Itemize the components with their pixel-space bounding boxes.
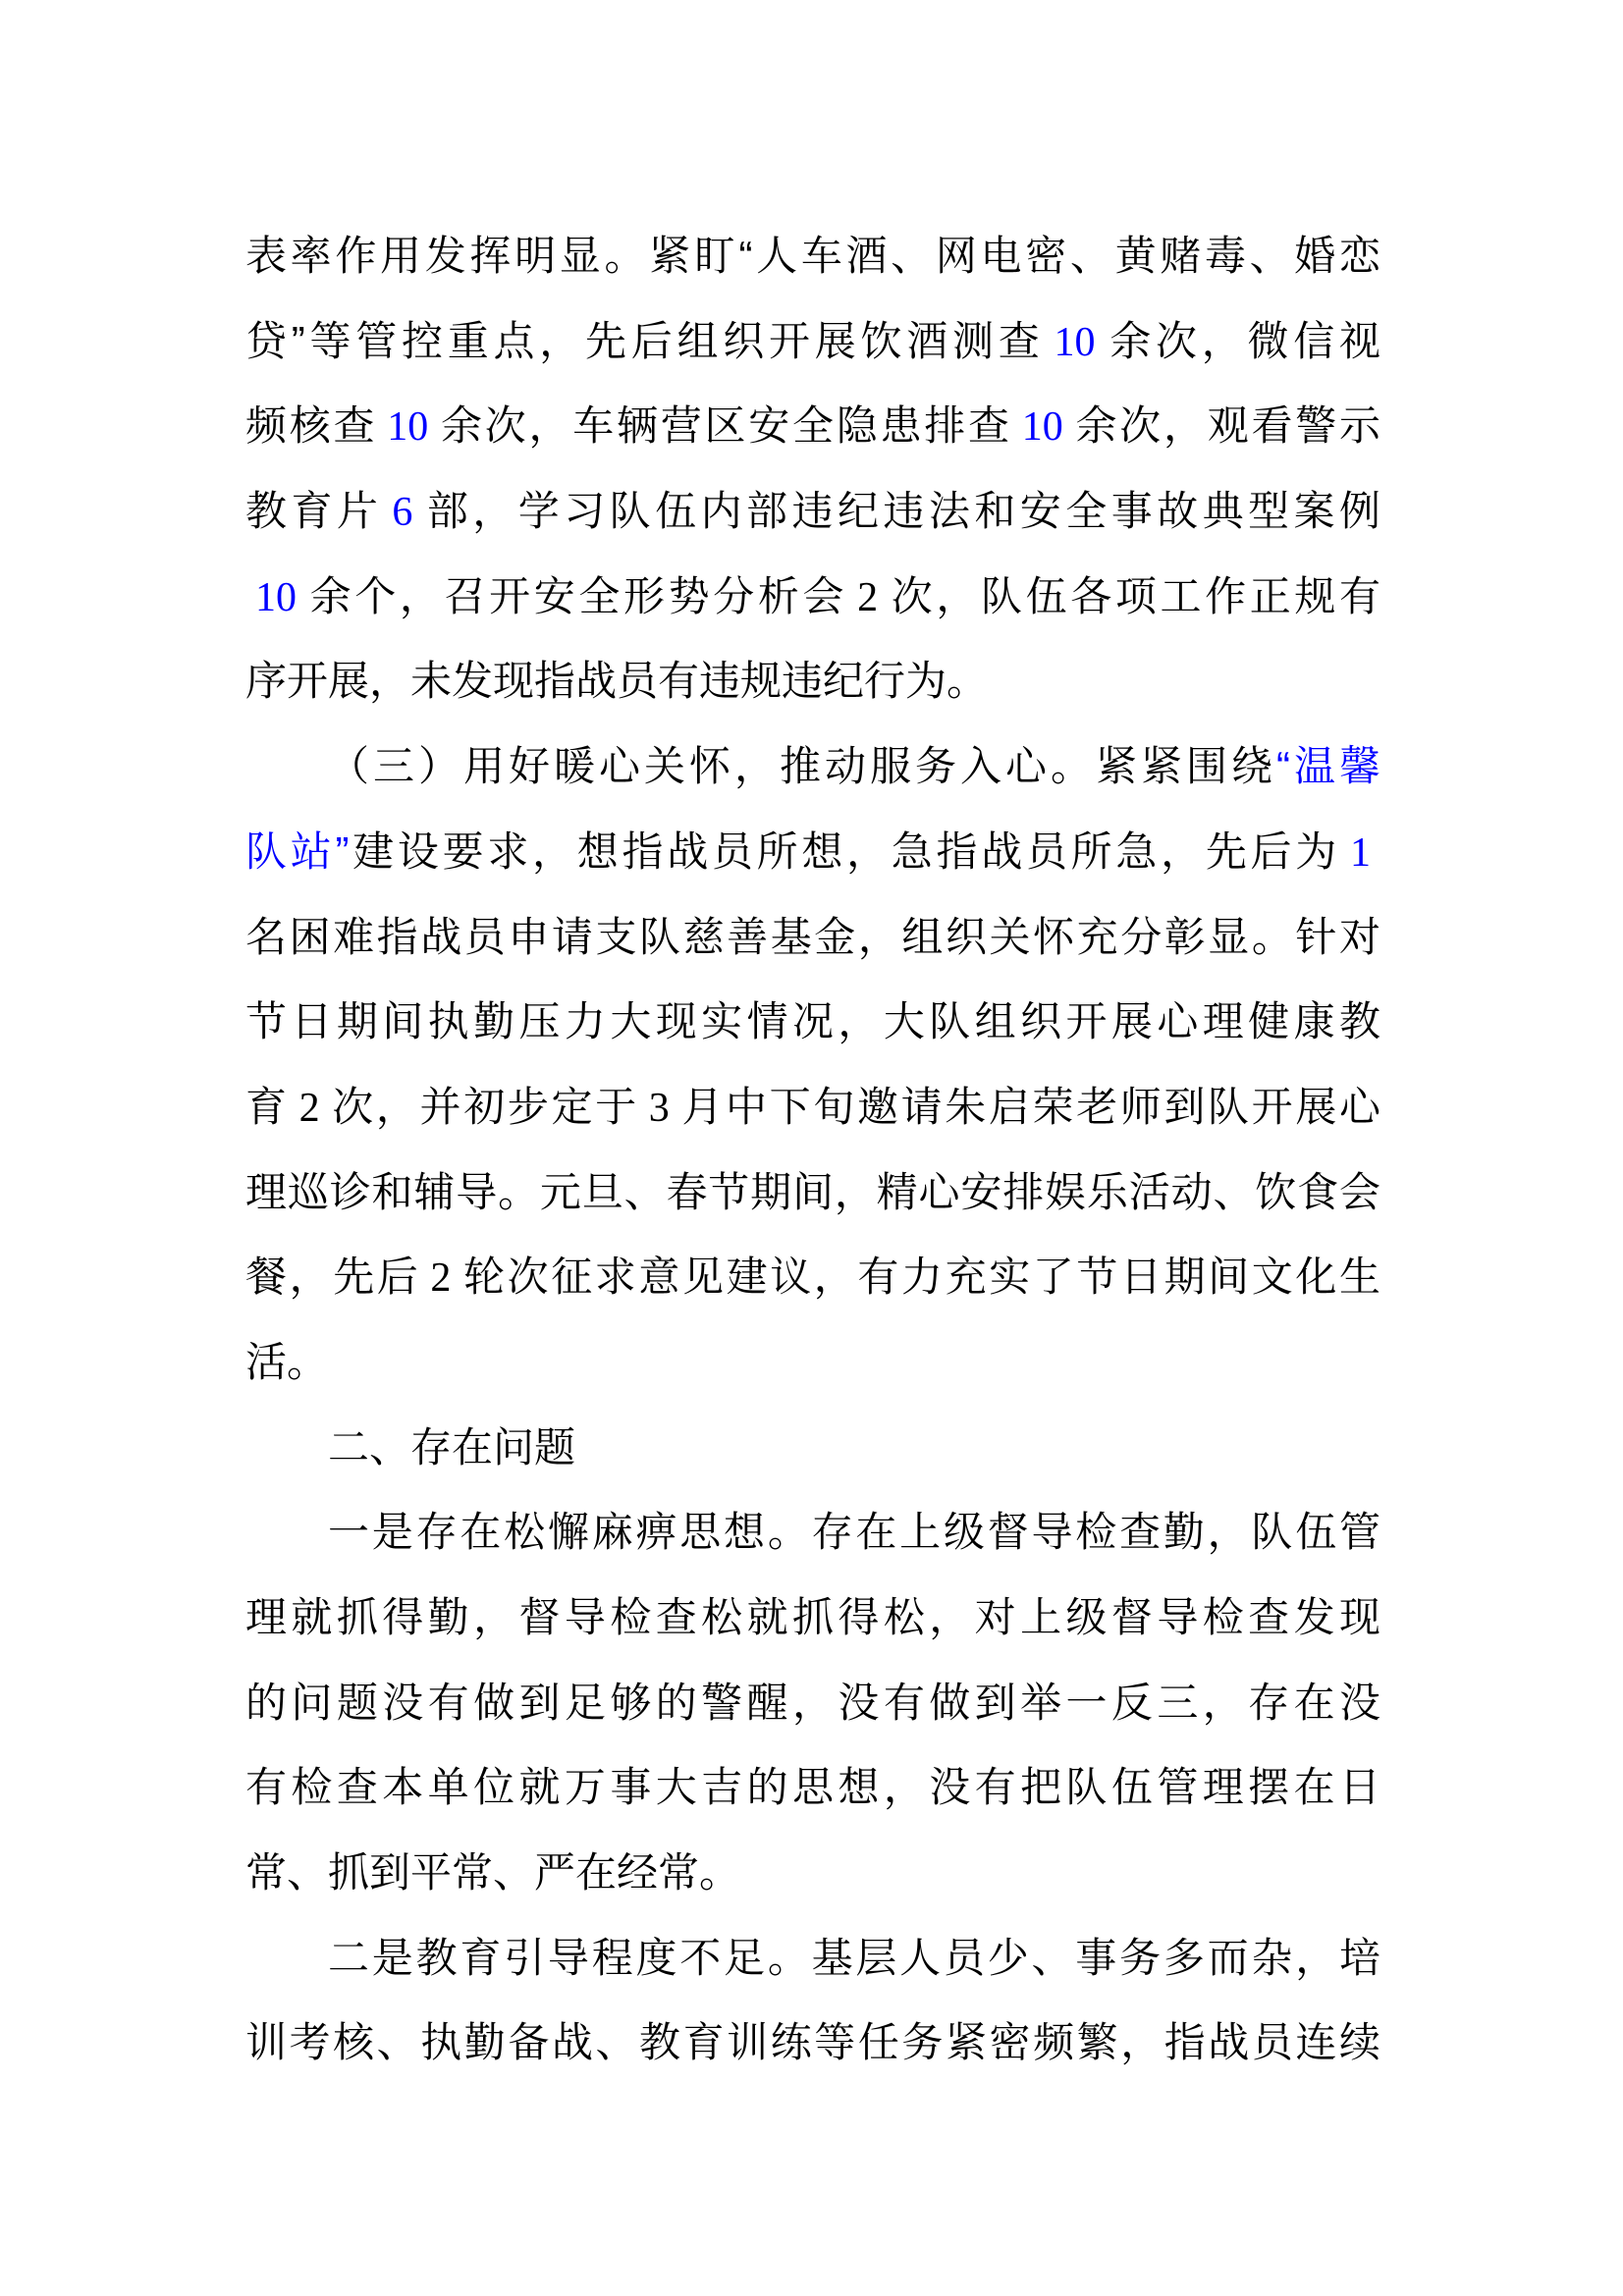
number-value: 2 xyxy=(298,1085,320,1131)
number-value-highlight: 10 xyxy=(1021,404,1063,451)
text-line xyxy=(245,639,1380,724)
text-run: 的问题没有做到足够的警醒，没有做到举一反三，存在没 xyxy=(245,1679,1380,1726)
text-line xyxy=(245,1320,1380,1406)
text-line xyxy=(245,724,1380,810)
highlight-phrase: “温馨 xyxy=(1276,743,1380,790)
number-value-highlight: 10 xyxy=(1054,319,1096,365)
text-line xyxy=(245,2001,1380,2086)
text-run: 有检查本单位就万事大吉的思想，没有把队伍管理摆在日 xyxy=(245,1764,1380,1811)
document-body xyxy=(245,214,1380,2086)
text-run: 二是教育引导程度不足。基层人员少、事务多而杂，培 xyxy=(328,1934,1380,1981)
text-run: 月中下旬邀请朱启荣老师到队开展心 xyxy=(678,1083,1380,1130)
text-run: 部，学习队伍内部违纪违法和安全事故典型案例 xyxy=(422,488,1380,535)
text-line xyxy=(245,469,1380,555)
text-run: 次，队伍各项工作正规有 xyxy=(888,572,1380,619)
text-line xyxy=(245,1745,1380,1831)
text-line xyxy=(245,810,1380,895)
text-line xyxy=(245,555,1380,640)
text-run: 活。 xyxy=(245,1338,329,1385)
text-line xyxy=(245,1661,1380,1746)
text-line xyxy=(245,384,1380,469)
text-line xyxy=(245,214,1380,299)
number-value-highlight: 6 xyxy=(392,490,413,536)
text-run: 贷”等管控重点，先后组织开展饮酒测查 xyxy=(245,317,1045,364)
text-line xyxy=(245,1065,1380,1150)
number-value-highlight: 1 xyxy=(1350,829,1371,876)
text-run: 训考核、执勤备战、教育训练等任务紧密频繁，指战员连续 xyxy=(245,2019,1380,2066)
text-run: 理就抓得勤，督导检查松就抓得松，对上级督导检查发现 xyxy=(245,1594,1380,1640)
text-run: 建设要求，想指战员所想，急指战员所急，先后为 xyxy=(349,828,1340,875)
number-value: 2 xyxy=(857,574,879,620)
text-run: 名困难指战员申请支队慈善基金，组织关怀充分彰显。针对 xyxy=(245,913,1380,960)
text-line xyxy=(245,299,1380,385)
text-line xyxy=(245,1831,1380,1916)
text-run: 序开展，未发现指战员有违规违纪行为。 xyxy=(245,658,989,705)
text-run: 二、存在问题 xyxy=(328,1423,576,1470)
text-line xyxy=(245,895,1380,981)
text-run: 餐，先后 xyxy=(245,1254,421,1301)
text-line xyxy=(245,1575,1380,1661)
number-value: 2 xyxy=(430,1255,452,1302)
text-run: 频核查 xyxy=(245,402,378,450)
number-value: 3 xyxy=(648,1085,670,1131)
text-line xyxy=(245,1406,1380,1491)
text-run: 一是存在松懈麻痹思想。存在上级督导检查勤，队伍管 xyxy=(328,1509,1380,1556)
text-run: （三）用好暖心关怀，推动服务入心。紧紧围绕 xyxy=(328,743,1276,790)
text-run: 育 xyxy=(245,1083,290,1130)
text-run: 余次，微信视 xyxy=(1105,317,1380,364)
text-run: 余个，召开安全形势分析会 xyxy=(306,572,848,619)
text-run: 节日期间执勤压力大现实情况，大队组织开展心理健康教 xyxy=(245,998,1380,1045)
text-line xyxy=(245,1150,1380,1236)
text-run: 教育片 xyxy=(245,488,383,535)
text-run: 常、抓到平常、严在经常。 xyxy=(245,1849,741,1896)
text-line xyxy=(245,980,1380,1065)
text-run: 次，并初步定于 xyxy=(329,1083,639,1130)
number-value-highlight: 10 xyxy=(255,574,297,620)
text-run: 理巡诊和辅导。元旦、春节期间，精心安排娱乐活动、饮食会 xyxy=(245,1168,1380,1215)
text-run: 表率作用发挥明显。紧盯“人车酒、网电密、黄赌毒、婚恋 xyxy=(245,233,1380,279)
text-line xyxy=(245,1916,1380,2002)
number-value-highlight: 10 xyxy=(387,404,429,451)
text-run: 余次，观看警示 xyxy=(1072,402,1380,450)
text-line xyxy=(245,1235,1380,1320)
text-run: 轮次征求意见建议，有力充实了节日期间文化生 xyxy=(460,1254,1380,1301)
highlight-phrase: 队站” xyxy=(245,828,350,875)
text-run: 余次，车辆营区安全隐患排查 xyxy=(438,402,1012,450)
text-line xyxy=(245,1490,1380,1575)
